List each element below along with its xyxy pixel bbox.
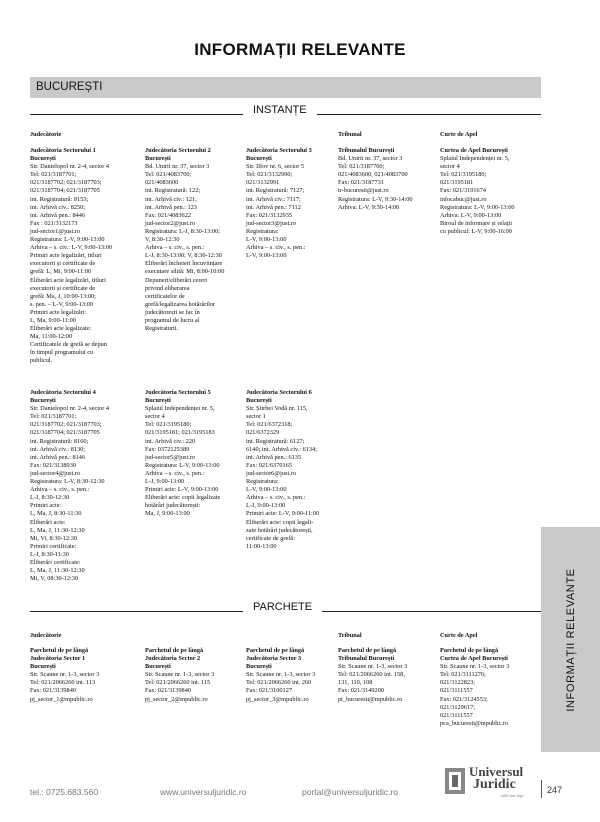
detail-line: 6140; int. Arhivă civ.: 6134; (246, 445, 317, 453)
detail-line: Tel: 021/3195180; (145, 421, 192, 429)
detail-line: pt_bucuresti@mpublic.ro (338, 695, 403, 703)
detail-line: Str. Știrbei Vodă nr. 115, (246, 405, 308, 413)
instante-block (246, 389, 319, 551)
detail-line: Tel: 021/2066260 int. 260 (246, 679, 312, 687)
detail-line: L-J, 9:00-13:00 (145, 478, 185, 486)
parchete-block (30, 647, 99, 704)
detail-line: hotărâri judecătorești: (145, 502, 201, 510)
detail-line: Arhiva – s. civ., s. pen.: (30, 486, 90, 494)
detail-line: Fax: 021/3191674 (440, 187, 487, 195)
detail-line: Arhiva – s. civ.: L-V, 9:00-13:00 (30, 244, 113, 252)
logo-text-1: Universul (469, 764, 524, 779)
instante-block (338, 147, 413, 212)
detail-line: Fax: 021/6370165 (246, 461, 293, 469)
instante-label: INSTANȚE (243, 104, 317, 116)
parchete-section-header (30, 601, 541, 615)
institution-name: Curtea de Apel București (440, 147, 508, 154)
detail-line: Primiri acte legalizări: (30, 308, 87, 316)
detail-line: Eliberări acte legalizate: (30, 325, 92, 333)
detail-line: Primiri certificate: (30, 542, 77, 550)
detail-line: 021/3187704; 021/3187705 (30, 187, 100, 195)
detail-line: pj_sector_1@mpublic.ro (30, 695, 93, 703)
parchete-label: PARCHETE (243, 601, 322, 613)
detail-line: Str. Ilfov nr. 6, sector 5 (246, 163, 305, 171)
detail-line: Registratura: L-V, 9:00-13:00 (440, 203, 515, 211)
col-head-judecatorie: Judecătorie (30, 632, 62, 639)
detail-line: Mi, Vi, 8:30-12:30 (30, 534, 78, 542)
detail-line: int. Arhivă civ.: 220 (145, 437, 196, 445)
detail-line: Tel: 021/3187701; (30, 171, 77, 179)
detail-line: 021/3122823; (440, 679, 475, 687)
detail-line: certificatelor de (145, 292, 185, 300)
detail-line: jud-sector1@just.ro (30, 227, 81, 235)
detail-line: Eliberări acte legalizări, titluri (30, 276, 106, 284)
parchete-block (338, 647, 407, 704)
detail-line: pca_bucuresti@mpublic.ro (440, 719, 509, 727)
detail-line: privind eliberarea (145, 284, 190, 292)
detail-line: Fax: 021/3149200 (338, 687, 385, 695)
detail-line: int. Arhivă civ.: 8250; (30, 203, 86, 211)
detail-line: int. Arhivă pen.: 8146 (30, 453, 86, 461)
detail-line: 021/4083600 (145, 179, 179, 187)
detail-line: s. pen. – L-V, 9:00-13:00 (30, 300, 94, 308)
detail-line: sector 4 (145, 413, 165, 421)
detail-line: L, Ma, J, 11:30-12:30 (30, 526, 85, 534)
institution-name: București (30, 663, 56, 671)
institution-name: Judecătoria Sector 2 (145, 655, 201, 663)
detail-line: Registratura: L-J, 8:30-13:00; (145, 227, 221, 235)
footer-email: portal@universuljuridic.ro (302, 787, 399, 797)
detail-line: int. Arhivă civ.: 7117; (246, 195, 301, 203)
detail-line: int. Registratură: 8153; (30, 195, 89, 203)
detail-line: programul de lucru al (145, 316, 200, 324)
detail-line: Registratura: (246, 227, 279, 235)
detail-line: 021/3129617; (440, 703, 475, 711)
institution-name: București (30, 397, 56, 405)
institution-name: Parchetul de pe lângă (145, 647, 204, 654)
detail-line: Fax: 0372125389 (145, 445, 190, 453)
detail-line: int. Registratură: 122; (145, 187, 201, 195)
detail-line: executare silită: Mi, 8:00-10:00 (145, 268, 225, 276)
detail-line: L-V, 9:00-13:00 (246, 252, 287, 260)
detail-line: int. Arhivă pen.: 8446 (30, 211, 86, 219)
detail-line: Fax: 021/3139840 (30, 687, 77, 695)
institution-name: Judecătoria Sectorului 6 (246, 389, 312, 396)
detail-line: executorii și certificate de (30, 284, 96, 292)
detail-line: sector 1 (246, 413, 266, 421)
detail-line: Fax: 021/3100127 (246, 687, 293, 695)
detail-line: L-V, 9:00-13:00 (246, 236, 287, 244)
footer-website: www.universuljuridic.ro (160, 787, 247, 797)
institution-name: Parchetul de pe lângă (440, 647, 499, 654)
detail-line: 021/4083600, 021/4083700 (338, 171, 408, 179)
footer-phone: tel.: 0725.683.560 (30, 787, 99, 797)
detail-line: Tel: 021/2066260 int. 115 (145, 679, 211, 687)
page-number: 247 (547, 785, 563, 795)
detail-line: Ma, J, 9:00-13:00 (145, 510, 190, 518)
detail-line: Tel: 021/3195180; (440, 171, 487, 179)
detail-line: grefă/legalizarea hotărârilor (145, 300, 216, 308)
logo-text-2: Juridic (473, 777, 516, 792)
detail-line: L-V, 9:00-13:00 (246, 486, 287, 494)
detail-line: L-J, 8:30-12:30 (30, 494, 70, 502)
col-head-curte-apel: Curte de Apel (440, 632, 478, 639)
institution-name: Parchetul de pe lângă (246, 647, 305, 654)
detail-line: Eliberări certificate: (30, 558, 81, 566)
detail-line: zate hotărâri judecătorești, (246, 526, 313, 534)
parchete-block (246, 647, 315, 704)
detail-line: Registratura: L-V, 9:00-13:00 (145, 461, 220, 469)
parchete-block (145, 647, 214, 704)
detail-line: Tel: 021/3132990; (246, 171, 293, 179)
detail-line: Fax: 021/3124553; (440, 695, 488, 703)
instante-block (440, 147, 515, 236)
detail-line: int. Registratură: 7127; (246, 187, 305, 195)
institution-name: Judecătoria Sectorului 1 (30, 147, 96, 154)
detail-line: jud-sector2@just.ro (145, 219, 196, 227)
institution-name: București (145, 397, 171, 405)
detail-line: Certificatele de grefă se depun (30, 341, 107, 349)
sidebar-label: INFORMAȚII RELEVANTE (564, 567, 577, 712)
detail-line: Depuneri/eliberări cereri (145, 276, 208, 284)
detail-line: pj_sector_3@mpublic.ro (246, 695, 309, 703)
institution-name: București (30, 155, 56, 163)
detail-line: 021/3187704; 021/3187705 (30, 429, 100, 437)
institution-name: Judecătoria Sector 1 (30, 655, 86, 663)
institution-name: București (246, 155, 272, 163)
detail-line: Arhiva: L-V, 9:30-14:00 (338, 203, 400, 211)
detail-line: Str. Danielopol nr. 2-4, sector 4 (30, 163, 110, 171)
page-title: INFORMAȚII RELEVANTE (194, 40, 406, 59)
detail-line: Fax: 021/3187731 (338, 179, 385, 187)
detail-line: Fax: 021/3139840 (145, 687, 192, 695)
detail-line: Arhiva – s. civ., s. pen.: (246, 494, 306, 502)
detail-line: executorii și certificate de (30, 260, 96, 268)
detail-line: Arhiva: L-V, 9:00-13:00 (440, 211, 502, 219)
detail-line: Registratura: L-V, 9:30-14:00 (338, 195, 413, 203)
detail-line: Str. Scaune nr. 1-3, sector 3 (246, 671, 316, 679)
publisher-logo (443, 763, 539, 799)
detail-line: pj_sector_2@mpublic.ro (145, 695, 208, 703)
institution-name: Judecătoria Sector 3 (246, 655, 302, 663)
instante-section-header (30, 104, 541, 118)
detail-line: Registraturii. (145, 325, 179, 333)
institution-name: Judecătoria Sectorului 3 (246, 147, 312, 154)
institution-name: Tribunalul București (338, 147, 395, 154)
detail-line: Tel: 021/3187701; (30, 413, 77, 421)
detail-line: infocabuc@just.ro (440, 195, 487, 203)
detail-line: Eliberări acte: copii legali- (246, 518, 314, 526)
detail-line: L, Ma, J, 8:30-11:30 (30, 510, 82, 518)
col-head-tribunal: Tribunal (338, 131, 362, 138)
detail-line: Eliberări încheieri încuviințare (145, 260, 223, 268)
detail-line: grefă: L, Mi, 9:00-11:00 (30, 268, 92, 276)
detail-line: Str. Scaune nr. 1-3, sector 3 (30, 671, 100, 679)
detail-line: Registratura: L-V, 8:30-12:30 (30, 478, 105, 486)
detail-line: judecătorești se fac în (145, 308, 200, 316)
institution-name: Judecătoria Sectorului 4 (30, 389, 96, 396)
detail-line: Arhiva – s. civ., s. pen.: (246, 244, 306, 252)
instante-block (30, 147, 112, 366)
instante-block (30, 389, 109, 583)
detail-line: sector 4 (440, 163, 460, 171)
institution-name: Judecătoria Sectorului 2 (145, 147, 211, 154)
region-banner: BUCUREȘTI (30, 77, 541, 98)
detail-line: 021/3111557 (440, 711, 473, 719)
detail-line: int. Arhivă pen.: 123 (145, 203, 197, 211)
detail-line: Splaiul Independenței nr. 5, (440, 155, 510, 163)
detail-line: Tel: 021/4083700; (145, 171, 192, 179)
detail-line: 021/3195181; 021/3195183 (145, 429, 215, 437)
detail-line: jud-sector6@just.ro (246, 469, 297, 477)
detail-line: 131, 110, 108 (338, 679, 373, 687)
detail-line: Primiri acte legalizări, titluri (30, 252, 102, 260)
detail-line: int. Arhivă civ.: 8130; (30, 445, 86, 453)
detail-line: Str. Scaune nr. 1-3, sector 3 (338, 663, 408, 671)
detail-line: Str. Scaune nr. 1-3, sector 3 (440, 663, 510, 671)
detail-line: 021/3195181 (440, 179, 474, 187)
detail-line: Registratura: (246, 478, 279, 486)
detail-line: int. Arhivă civ.: 121; (145, 195, 197, 203)
institution-name: București (145, 155, 171, 163)
detail-line: Str. Danielopol nr. 2-4, sector 4 (30, 405, 110, 413)
detail-line: Tel: 021/3187700; (338, 163, 385, 171)
institution-name: București (145, 663, 171, 671)
detail-line: 021/3111557 (440, 687, 473, 695)
instante-block (145, 389, 220, 519)
detail-line: Bd. Unirii nr. 37, sector 3 (145, 163, 210, 171)
col-head-curte-apel: Curte de Apel (440, 131, 478, 138)
detail-line: Primiri acte: L-V, 9:00-11:00 (246, 510, 320, 518)
detail-line: Tel: 021/3111276; (440, 671, 486, 679)
detail-line: Fax: 021/4083622 (145, 211, 192, 219)
institution-name: Judecătoria Sectorului 5 (145, 389, 211, 396)
detail-line: Eliberări acte: (30, 518, 66, 526)
detail-line: L, Ma, J, 11:30-12:30 (30, 567, 85, 575)
page-number-divider (541, 780, 542, 798)
institution-name: București (246, 397, 272, 405)
detail-line: L-J, 8:30-11:30 (30, 550, 69, 558)
detail-line: Primiri acte: L-V, 9:00-13:00 (145, 486, 219, 494)
institution-name: Parchetul de pe lângă (30, 647, 89, 654)
detail-line: Arhiva – s. civ., s. pen.: (145, 244, 205, 252)
instante-block (246, 147, 312, 260)
detail-line: cu publicul: L-V, 9:00-16:00 (440, 227, 512, 235)
detail-line: jud-sector3@just.ro (246, 219, 297, 227)
detail-line: Registratura: L-V, 9:00-13:00 (30, 236, 105, 244)
institution-name: Curtea de Apel București (440, 655, 508, 663)
detail-line: Fax: 021/3132935 (246, 211, 293, 219)
detail-line: 021/3132991 (246, 179, 280, 187)
detail-line: Biroul de informare și relații (440, 219, 513, 227)
detail-line: în timpul programului cu (30, 349, 94, 357)
detail-line: grefă: Ma, J, 10:00-13:00; (30, 292, 96, 300)
institution-name: București (246, 663, 272, 671)
detail-line: Eliberări acte: copii legalizate (145, 494, 221, 502)
detail-line: Bd. Unirii nr. 37, sector 3 (338, 155, 403, 163)
detail-line: Tel: 021/2066260 int. 158, (338, 671, 405, 679)
detail-line: L-J, 8:30-13:00; V, 8:30-12:30 (145, 252, 222, 260)
detail-line: int. Registratură: 8160; (30, 437, 89, 445)
col-head-tribunal: Tribunal (338, 632, 362, 639)
detail-line: Str. Scaune nr. 1-3, sector 3 (145, 671, 215, 679)
detail-line: tr-bucuresti@just.ro (338, 187, 389, 195)
col-head-judecatorie: Judecătorie (30, 131, 62, 138)
detail-line: publicul. (30, 357, 53, 365)
detail-line: jud-sector5@just.ro (145, 453, 196, 461)
logo-mark-icon (443, 766, 469, 796)
detail-line: 021/3187702; 021/3187703; (30, 179, 102, 187)
logo-tagline: nihil sine lege (501, 793, 524, 798)
instante-block (145, 147, 224, 333)
parchete-block (440, 647, 509, 728)
detail-line: int. Registratură: 6127; (246, 437, 305, 445)
detail-line: Ma, 11:00-12:00 (30, 333, 73, 341)
detail-line: V, 8:30-12:30 (145, 236, 180, 244)
detail-line: certificate de grefă: (246, 534, 295, 542)
institution-name: Tribunalul București (338, 655, 395, 663)
detail-line: Arhiva – s. civ., s. pen.: (145, 469, 205, 477)
detail-line: Primiri acte: (30, 502, 62, 510)
detail-line: L-J, 9:00-13:00 (246, 502, 286, 510)
detail-line: 11:00-13:00 (246, 542, 277, 550)
detail-line: Splaiul Independenței nr. 5, (145, 405, 215, 413)
detail-line: Mi, V, 08:30-12:30 (30, 575, 79, 583)
detail-line: 021/3187702; 021/3187703; (30, 421, 102, 429)
detail-line: Tel: 021/2066260 int. 113 (30, 679, 96, 687)
detail-line: Fax : 021/3132173 (30, 219, 78, 227)
detail-line: int. Arhivă pen.: 7112 (246, 203, 301, 211)
institution-name: Parchetul de pe lângă (338, 647, 397, 654)
sidebar-tab (541, 527, 600, 752)
detail-line: Tel: 021/6372318; (246, 421, 293, 429)
detail-line: 021/6372329 (246, 429, 280, 437)
detail-line: jud-sector4@just.ro (30, 469, 81, 477)
detail-line: L, Ma, 9:00-11:00 (30, 316, 76, 324)
detail-line: int. Arhivă pen.: 6135 (246, 453, 302, 461)
detail-line: Fax: 021/3138930 (30, 461, 77, 469)
